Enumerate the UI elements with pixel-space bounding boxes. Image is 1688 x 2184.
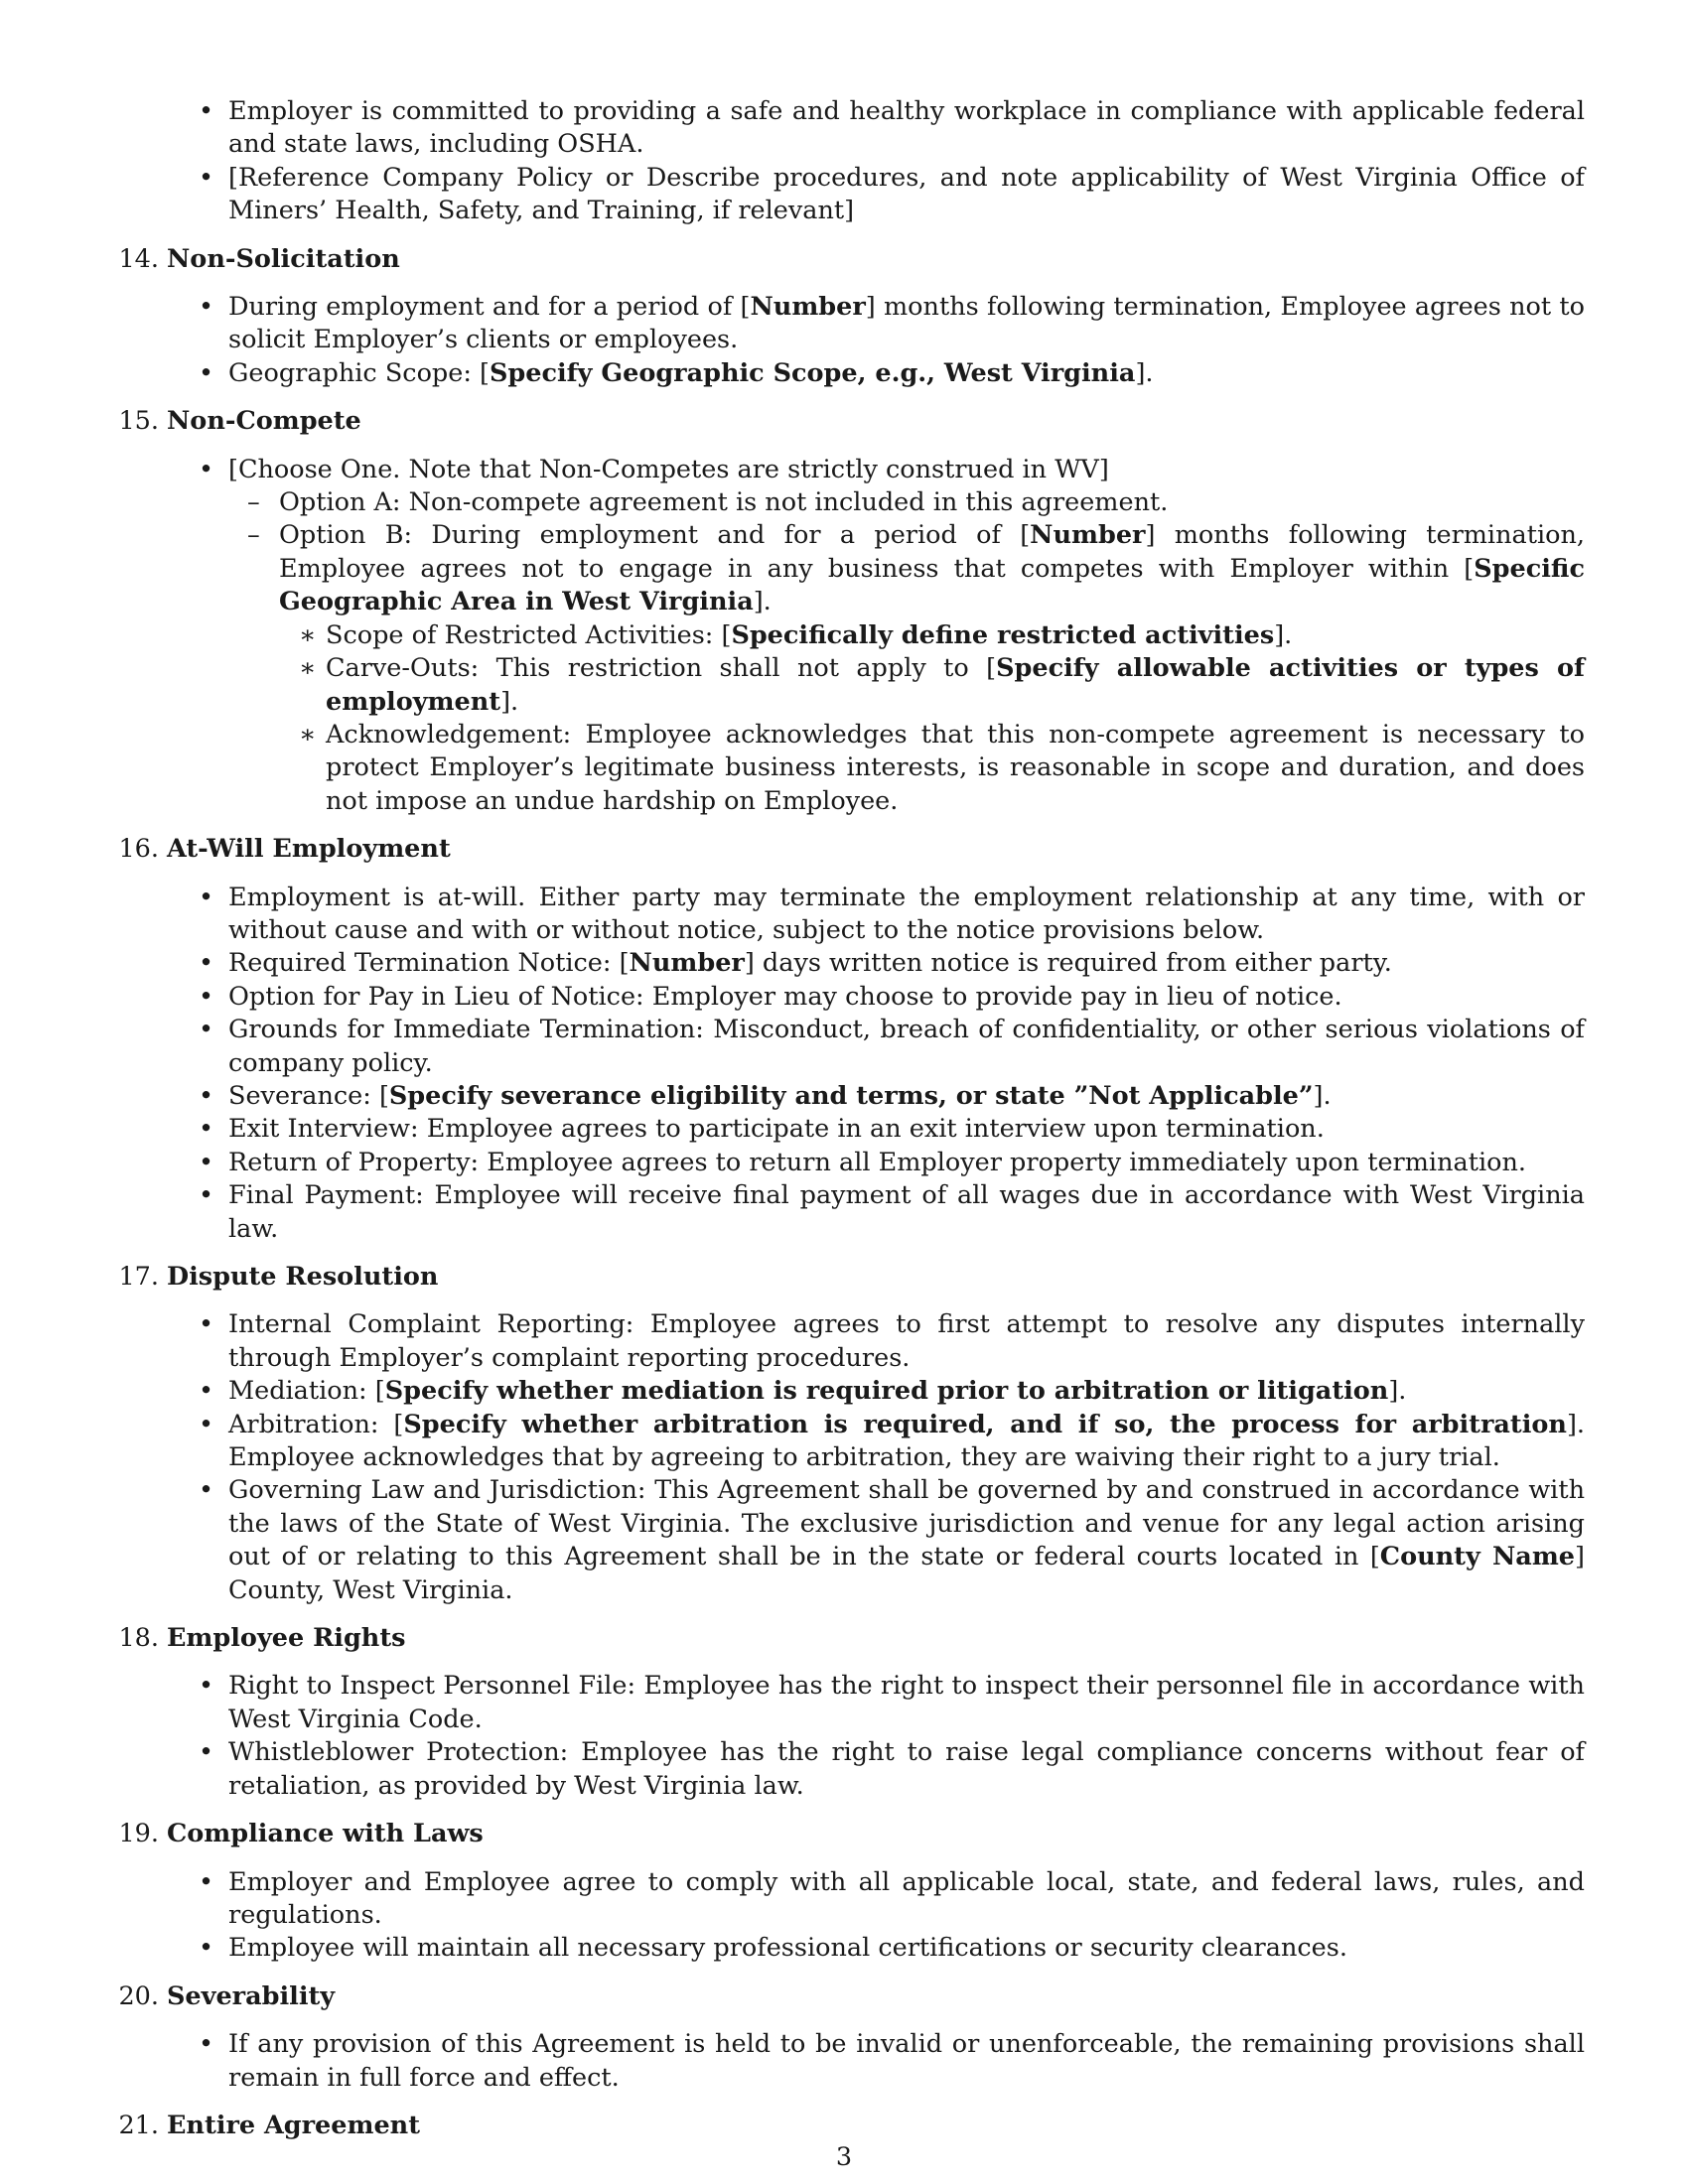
bullet-list: [167, 882, 1585, 1246]
list-item: [167, 947, 1585, 980]
section-title: Non-Solicitation: [167, 243, 400, 274]
list-item: [167, 1080, 1585, 1113]
text: Option for Pay in Lieu of Notice: Employer may choose to provide pay in lieu of notice.: [228, 981, 1342, 1012]
placeholder-text: Specify Geographic Scope, e.g., West Virginia: [489, 357, 1136, 388]
placeholder-text: Specify whether mediation is required prior to arbitration or litigation: [384, 1376, 1389, 1407]
section-number: 14.: [118, 243, 159, 274]
text: Arbitration: [: [228, 1409, 404, 1439]
text: ] months following termination, Employee agrees not to solicit Employer’s clients or employees.: [228, 292, 1585, 355]
list-item: [167, 1375, 1585, 1408]
section-number: 16.: [118, 834, 159, 865]
section-title: Dispute Resolution: [167, 1262, 439, 1292]
section-heading: [118, 1818, 1585, 1850]
bullet-list: [167, 454, 1585, 818]
section-number: 18.: [118, 1623, 159, 1654]
text: ].: [1274, 619, 1293, 650]
intro-bullet-list: [167, 95, 1585, 228]
section-dispute-resolution: [118, 1261, 1585, 1607]
text: Right to Inspect Personnel File: Employee has the right to inspect their personnel file in accordance with West Virginia Code.: [228, 1671, 1585, 1734]
section-title: Employee Rights: [167, 1623, 406, 1654]
placeholder-text: Specify whether arbitration is required, and if so, the process for arbitration: [403, 1409, 1567, 1439]
section-heading: [118, 405, 1585, 438]
section-number: 20.: [118, 1980, 159, 2011]
text: ].: [500, 686, 519, 717]
text: Severance: [: [228, 1080, 389, 1111]
text: ].: [1135, 357, 1154, 388]
text: ].: [1388, 1376, 1407, 1407]
section-title: Non-Compete: [167, 406, 361, 437]
section-heading: [118, 1980, 1585, 2013]
section-non-solicitation: [118, 243, 1585, 391]
text: Employer and Employee agree to comply with all applicable local, state, and federal laws, rules, and regulations.: [228, 1866, 1585, 1930]
list-item: [167, 1670, 1585, 1736]
list-item: [167, 1308, 1585, 1375]
page-number: 3: [835, 2142, 853, 2172]
text: Option B: During employment and for a period of [: [279, 520, 1031, 551]
list-item: [167, 1736, 1585, 1803]
bullet-list: [167, 1670, 1585, 1803]
text: Carve-Outs: This restriction shall not apply to [: [326, 653, 997, 684]
placeholder-text: Specify severance eligibility and terms, or state ”Not Applicable”: [388, 1080, 1314, 1111]
text: Scope of Restricted Activities: [: [326, 619, 732, 650]
text: ] months following termination, Employee agrees not to engage in any business that competes with Employer within [: [279, 520, 1586, 584]
section-heading: [118, 833, 1585, 866]
list-item: [167, 357, 1585, 390]
bullet-list: [167, 1308, 1585, 1607]
section-compliance-with-laws: [118, 1818, 1585, 1966]
option-a: Option A: Non-compete agreement is not included in this agreement.: [279, 487, 1169, 518]
list-item: [167, 1409, 1585, 1475]
list-item: [279, 619, 1585, 652]
list-item: [167, 1113, 1585, 1146]
bullet-list: [167, 1866, 1585, 1966]
option-list: [228, 486, 1585, 818]
text: Geographic Scope: [: [228, 357, 490, 388]
intro-bullet-2: [Reference Company Policy or Describe procedures, and note applicability of West Virginia Office of Miners’ Health, Safety, and Training, if relevant]: [228, 162, 1585, 226]
text: Grounds for Immediate Termination: Misconduct, breach of confidentiality, or other serious violations of company policy.: [228, 1015, 1585, 1078]
placeholder-text: Specify allowable activities or types of employment: [326, 653, 1585, 717]
section-heading: [118, 1622, 1585, 1655]
section-title: Severability: [167, 1980, 336, 2011]
list-item: [167, 1014, 1585, 1080]
bullet-list: [167, 291, 1585, 390]
sub-option-list: [279, 619, 1585, 818]
section-non-compete: [118, 405, 1586, 818]
text: Employee will maintain all necessary professional certifications or security clearances.: [228, 1933, 1347, 1964]
section-title: Entire Agreement: [167, 2110, 420, 2140]
document-page: [118, 95, 1586, 2142]
list-item: [167, 162, 1585, 228]
text: Employment is at-will. Either party may terminate the employment relationship at any time, with or without cause and with or without notice, subject to the notice provisions below.: [228, 882, 1585, 945]
text: Return of Property: Employee agrees to return all Employer property immediately upon termination.: [228, 1147, 1526, 1177]
list-item: [167, 1147, 1585, 1179]
section-employee-rights: [118, 1622, 1585, 1803]
text: Final Payment: Employee will receive final payment of all wages due in accordance with West Virginia law.: [228, 1180, 1585, 1244]
placeholder-text: Number: [1030, 520, 1146, 551]
section-heading: [118, 1261, 1585, 1294]
list-item: [167, 1474, 1585, 1607]
section-heading: [118, 243, 1585, 276]
list-item: [167, 1179, 1585, 1246]
text: Exit Interview: Employee agrees to participate in an exit interview upon termination.: [228, 1114, 1325, 1145]
list-item: [279, 652, 1585, 719]
text: Mediation: [: [228, 1376, 385, 1407]
placeholder-text: Specifically define restricted activities: [731, 619, 1275, 650]
list-item: [228, 519, 1585, 818]
list-item: [167, 2028, 1585, 2095]
placeholder-text: Specific Geographic Area in West Virginia: [279, 553, 1585, 617]
placeholder-text: County Name: [1379, 1542, 1576, 1572]
section-title: At-Will Employment: [167, 834, 451, 865]
list-item: [167, 981, 1585, 1014]
list-item: [167, 882, 1585, 948]
section-number: 15.: [118, 406, 159, 437]
text: Governing Law and Jurisdiction: This Agreement shall be governed by and construed in accordance with the laws of the State of West Virginia. The exclusive jurisdiction and venue for any legal action arising out of or relating to this Agreement shall be in the state or federal courts located in [: [228, 1475, 1585, 1572]
section-number: 17.: [118, 1262, 159, 1292]
section-heading: [118, 2110, 1585, 2142]
text: If any provision of this Agreement is held to be invalid or unenforceable, the remaining provisions shall remain in full force and effect.: [228, 2029, 1585, 2093]
text: ].: [1313, 1080, 1332, 1111]
bullet-list: [167, 2028, 1585, 2095]
text: ].: [753, 587, 772, 617]
text: During employment and for a period of [: [228, 292, 751, 323]
text: ] County, West Virginia.: [228, 1542, 1585, 1605]
list-item: [228, 486, 1585, 519]
placeholder-text: Number: [750, 292, 866, 323]
section-title: Compliance with Laws: [167, 1819, 484, 1849]
list-item: [167, 454, 1585, 818]
text: Acknowledgement: Employee acknowledges that this non-compete agreement is necessary to protect Employer’s legitimate business interests, is reasonable in scope and duration, and does not impose an undue hardship on Employee.: [326, 719, 1585, 816]
section-severability: [118, 1980, 1585, 2095]
list-item: [167, 95, 1585, 162]
intro-bullet-1: Employer is committed to providing a safe and healthy workplace in compliance with applicable federal and state laws, including OSHA.: [228, 96, 1585, 160]
section-entire-agreement: [118, 2110, 1585, 2142]
list-item: [167, 291, 1585, 357]
text: [Choose One. Note that Non-Competes are strictly construed in WV]: [228, 454, 1109, 484]
list-item: [167, 1866, 1585, 1933]
section-number: 21.: [118, 2110, 159, 2140]
text: Internal Complaint Reporting: Employee agrees to first attempt to resolve any disputes internally through Employer’s complaint reporting procedures.: [228, 1309, 1585, 1373]
text: Whistleblower Protection: Employee has the right to raise legal compliance concerns without fear of retaliation, as provided by West Virginia law.: [228, 1737, 1585, 1801]
section-number: 19.: [118, 1819, 159, 1849]
section-at-will-employment: [118, 833, 1585, 1246]
list-item: [167, 1932, 1585, 1965]
placeholder-text: Number: [629, 948, 745, 979]
list-item: [279, 719, 1585, 818]
text: ] days written notice is required from either party.: [744, 948, 1392, 979]
text: ]. Employee acknowledges that by agreeing to arbitration, they are waiving their right to a jury trial.: [228, 1409, 1585, 1473]
text: Required Termination Notice: [: [228, 948, 630, 979]
